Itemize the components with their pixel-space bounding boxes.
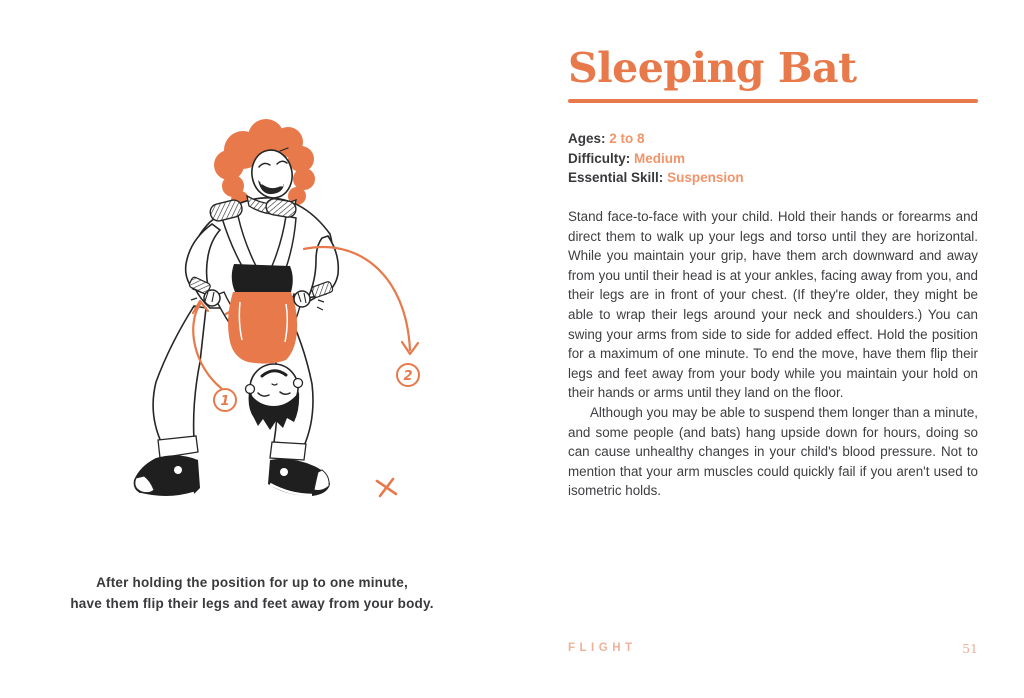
- meta-row-ages: [568, 129, 744, 149]
- svg-text:2: 2: [403, 369, 413, 384]
- page-title: Sleeping Bat: [568, 44, 857, 92]
- sleeping-bat-illustration: [90, 92, 450, 524]
- caption-line-1: After holding the position for up to one minute,: [96, 575, 408, 590]
- meta-row-difficulty: [568, 149, 744, 169]
- caption-line-2: have them flip their legs and feet away from your body.: [70, 596, 434, 611]
- difficulty-label: Difficulty:: [568, 150, 631, 166]
- illustration-caption: [47, 572, 457, 614]
- page-number: 51: [962, 641, 978, 656]
- illustration-area: [90, 92, 450, 524]
- ages-label: Ages:: [568, 131, 606, 146]
- svg-text:1: 1: [220, 394, 230, 409]
- adult-sneaker-left: [134, 455, 200, 498]
- skill-value: Suspension: [667, 170, 744, 185]
- difficulty-value: Medium: [634, 150, 686, 166]
- ages-value: 2 to 8: [609, 131, 645, 146]
- child-shorts: [232, 264, 293, 292]
- step-1-marker: [214, 389, 236, 411]
- x-mark-icon: [377, 479, 396, 496]
- chapter-label: FLIGHT: [568, 642, 637, 654]
- instructions-body: [568, 207, 978, 501]
- step-2-marker: [397, 364, 419, 386]
- meta-row-skill: [568, 168, 744, 188]
- skill-label: Essential Skill:: [568, 170, 664, 185]
- adult-sneaker-right: [268, 459, 330, 496]
- activity-meta: [568, 129, 744, 188]
- instructions-paragraph-1: Stand face-to-face with your child. Hold their hands or forearms and direct them to walk up your legs and torso until they are horizontal. While you maintain your grip, have them arch downward and away from you until their head is at your ankles, facing away from you, and their legs are in front of your chest. (If they're older, they might be able to wrap their legs around your neck and shoulders.) You can swing your arms from side to side for added effect. Hold the position for a maximum of one minute. To end the move, have them flip their legs and feet away from your body while you maintain your hold on their hands or arms until they land on the floor.: [568, 209, 978, 401]
- content-column: [568, 0, 978, 698]
- instructions-paragraph-2: Although you may be able to suspend them longer than a minute, and some people (and bats) hang upside down for hours, doing so can cause unhealthy changes in your child's blood pressure. Not to mention that your arm muscles could quickly fail if you aren't used to isometric holds.: [568, 404, 978, 499]
- title-rule: [568, 99, 978, 103]
